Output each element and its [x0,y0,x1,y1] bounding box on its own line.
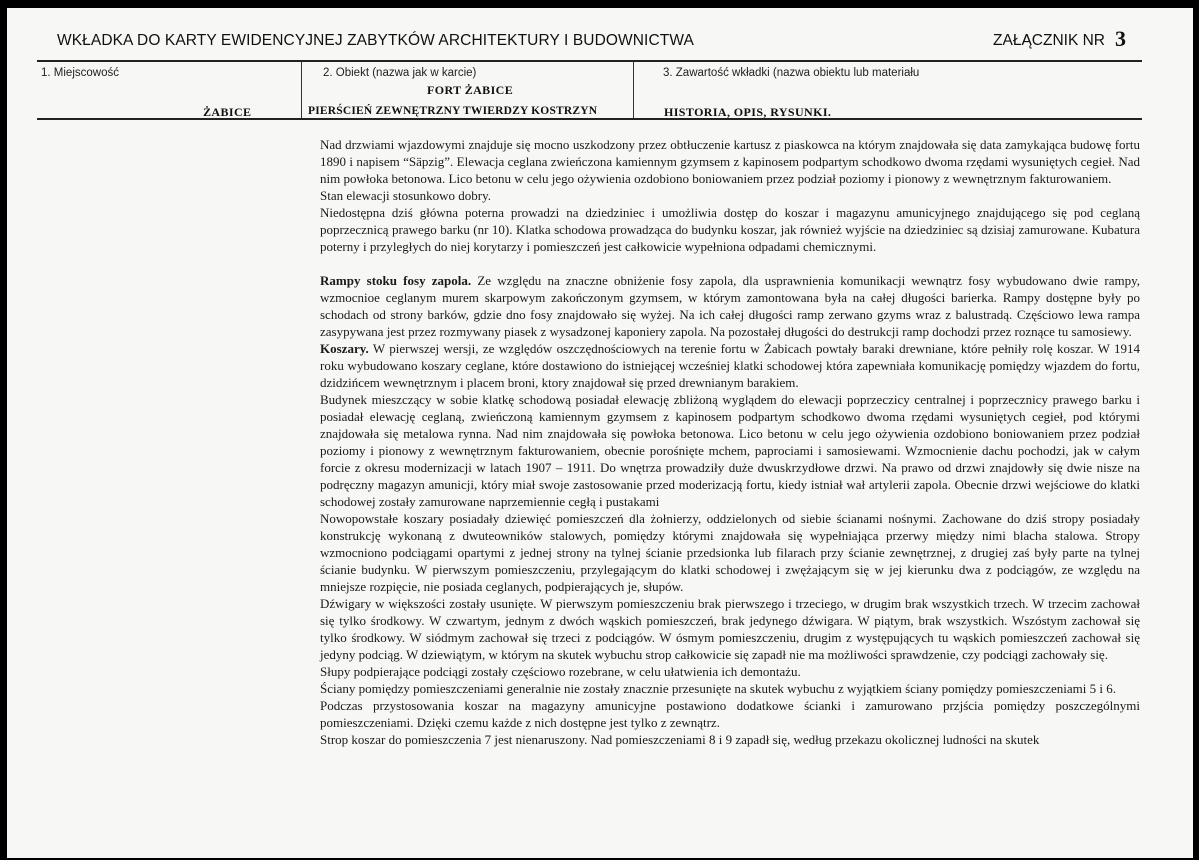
paragraph: Niedostępna dziś główna poterna prowadzi na dziedziniec i umożliwia dostęp do koszar i magazynu amunicyjnego znajdującego się pod ceglaną poprzecznicą prawego barku (nr 10). Klatka schodowa prowadząca do budynku koszar, jak również wyjście na dziedziniec są dzisiaj zamurowane. Kubatura poterny i przyległych do niej korytarzy i pomieszczeń jest całkowicie wypełniona odpadami chemicznymi. [320,205,1140,254]
paragraph-koszary [320,340,1140,391]
paragraph-rampy [320,272,1140,340]
attachment-number: 3 [1115,26,1126,51]
object-value-name: FORT ŻABICE [427,83,514,97]
form-top-rule [37,60,1142,62]
contents-value: HISTORIA, OPIS, RYSUNKI. [664,105,832,119]
paragraph: Stan elewacji stosunkowo dobry. [320,188,492,203]
paragraph: Nad drzwiami wjazdowymi znajduje się mocno uszkodzony przez obtłuczenie kartusz z piaskowca na którym znajdowała się data zamykająca budowę fortu 1890 i napisem “Säpzig”. Elewacja ceglana zwieńczona kamiennym gzymsem z kapinosem podpartym schodkowo dwoma rzędami wysuniętych cegieł. Nad nim powłoka betonowa. Lico betonu w celu jego ożywienia ozdobiono boniowaniem przez podział poziomy i pionowy z wewnętrznym fakturowaniem. [320,137,1140,186]
paragraph: Ściany pomiędzy pomieszczeniami generalnie nie zostały znacznie przesunięte na skutek wybuchu z wyjątkiem ściany pomiędzy pomieszczeniami 5 i 6. [320,681,1116,696]
paragraph-text: W pierwszej wersji, ze względów oszczędnościowych na terenie fortu w Żabicach powtały baraki drewniane, które pełniły rolę koszar. W 1914 roku wybudowano koszary ceglane, które dostawiono do istniejącej wcześniej klatki schodowej która zapewniała komunikację pomiędzy wjazdem do fortu, dzidzińcem wewnętrznym i placem broni, ktory znajdował się przed drewnianym barakiem. [320,341,1140,390]
paragraph: Strop koszar do pomieszczenia 7 jest nienaruszony. Nad pomieszczeniami 8 i 9 zapadł się, według przekazu okolicznej ludności na skutek [320,732,1040,747]
header-title: WKŁADKA DO KARTY EWIDENCYJNEJ ZABYTKÓW ARCHITEKTURY I BUDOWNICTWA [57,32,694,49]
locality-label: 1. Miejscowość [41,67,119,79]
paragraph: Budynek mieszczący w sobie klatkę schodową posiadał elewację zbliżoną wyglądem do elewacji poprzeczicy centralnej i poprzecznicy prawego barku i posiadał elewację ceglaną, zwieńczoną kamiennym gzymsem z kapinosem podpartym schodkowo dwoma rzędami wysuniętych cegieł, pod którymi znajdowała się metalowa rynna. Nad nim znajdowała się powłoka betonowa. Lico betonu w celu jego ożywienia ozdobiono boniowaniem przez podział poziomy i pionowy z wewnętrznym fakturowaniem, obecnie porośnięte mchem, paprociami i samosiewami. Wzmocnienie dachu pochodzi, jak w całym forcie z okresu modernizacji w latach 1907 – 1911. Do wnętrza prowadziły duże dwuskrzydłowe drzwi. Na prawo od drzwi znajdowły się dwie nisze na podręczny magazyn amunicji, który miał swoje zastosowanie przed moderizacją fortu, kiedy istniał wał artylerii zapola. Obecnie drzwi wejściowe do klatki schodowej zostały zamurowane naprzemiennie cegłą i pustakami [320,392,1140,509]
locality-value: ŻABICE [203,105,252,119]
paragraph-text: Ze względu na znaczne obniżenie fosy zapola, dla usprawnienia komunikacji wewnątrz fosy wybudowano dwie rampy, wzmocnioe ceglanym murem skarpowym zakończonym gzymsem, w którym zamontowana była na całej długości barierka. Rampy dostępne były po schodach od strony barków, gdzie dno fosy znajdowało się wyżej. Na ich całej długości ramp zerwano gzyms wraz z balustradą. Częściowo lewa rampa zasypywana jest przez rozmywany piasek z wysadzonej kaponiery zapola. Na pozostałej długości do destrukcji ramp dochodzi przez roznące tu samosiewy. [320,273,1140,339]
object-value-detail: PIERŚCIEŃ ZEWNĘTRZNY TWIERDZY KOSTRZYN [308,105,598,117]
attachment-label: ZAŁĄCZNIK NR [993,32,1105,49]
paragraph: Nowopowstałe koszary posiadały dziewięć pomieszczeń dla żołnierzy, oddzielonych od siebie ścianami nośnymi. Zachowane do dziś stropy posiadały konstrukcję wykonaną z dwuteowników stalowych, pomiędzy którymi znajdowała się wypełniająca przerwy między nimi blacha stalowa. Stropy wzmocniono podciągami opartymi z jednej strony na tylnej ścianie przedsionka lub filarach przy ścianie zewnętrznej, z drugiej zaś były parte na tylnej ścianie budynku. W pierwszym pomieszczeniu, przylegającym do klatki schodowej i zwężającym się w jej kierunku dwa z podciągów, ze względu na mniejsze rozpięcie, nie posiada ceglanych, podpierających je, słupów. [320,511,1140,594]
paragraph: Słupy podpierające podciągi zostały częściowo rozebrane, w celu ułatwienia ich demontażu. [320,664,801,679]
contents-label: 3. Zawartość wkładki (nazwa obiektu lub materiału [663,67,920,79]
paragraph: Podczas przystosowania koszar na magazyny amunicyjne postawiono dodatkowe ścianki i zamurowano przjścia pomiędzy poszczególnymi pomieszczeniami. Dzięki czemu każde z nich dostępne jest tylko z zewnątrz. [320,698,1140,730]
page-header [57,28,1139,54]
object-label: 2. Obiekt (nazwa jak w karcie) [323,67,477,79]
spacer [320,255,1140,272]
document-page [7,8,1193,858]
paragraph: Dźwigary w większości zostały usunięte. W pierwszym pomieszczeniu brak pierwszego i trzeciego, w drugim brak wszystkich trzech. W trzecim zachował się tylko środkowy. W czwartym, jednym z dwóch wąskich pomieszczeń, brak jedynego dźwigara. W piątym, brak wszystkich. Wszóstym zachował się tylko środkowy. W siódmym zachował się trzeci z podciągów. W ósmym pomieszczeniu, drugim z występujących tu wąskich pomieszczeń zachował się jedyny podciąg. W dziewiątym, w którym na skutek wybuchu strop całkowicie się zapadł nie ma możliwości sprawdzenie, czy podciągi zachowały się. [320,596,1140,662]
section-heading: Koszary. [320,341,369,356]
section-heading: Rampy stoku fosy zapola. [320,273,472,288]
document-body [320,136,1140,748]
form-divider [633,61,634,119]
form-divider [301,61,302,119]
